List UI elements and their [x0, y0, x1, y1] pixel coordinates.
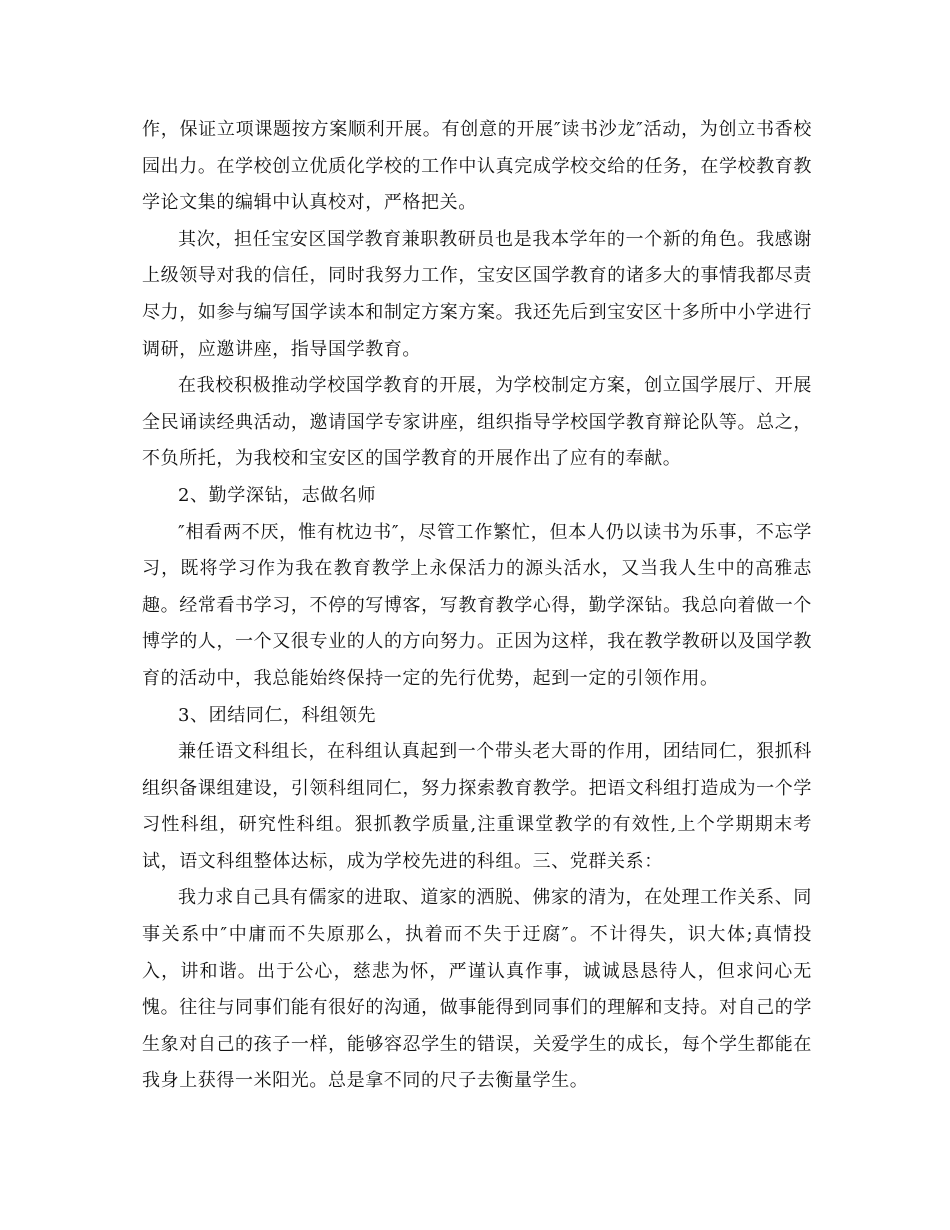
section-heading-2: 2、勤学深钻，志做名师 — [178, 484, 377, 506]
paragraph-2: 其次，担任宝安区国学教育兼职教研员也是我本学年的一个新的角色。我感谢上级领导对我的信任，同时我努力工作，宝安区国学教育的诸多大的事情我都尽责尽力，如参与编写国学读本和制定方案方案。我还先后到宝安区十多所中小学进行调研，应邀讲座，指导国学教育。 — [142, 228, 812, 360]
paragraph-1: 作，保证立项课题按方案顺利开展。有创意的开展″读书沙龙″活动，为创立书香校园出力。在学校创立优质化学校的工作中认真完成学校交给的任务，在学校教育教学论文集的编辑中认真校对，严格把关。 — [142, 119, 812, 214]
document-body — [142, 112, 812, 1100]
paragraph-3: 在我校积极推动学校国学教育的开展，为学校制定方案，创立国学展厅、开展全民诵读经典活动，邀请国学专家讲座，组织指导学校国学教育辩论队等。总之，不负所托，为我校和宝安区的国学教育的开展作出了应有的奉献。 — [142, 375, 812, 470]
section-heading-3: 3、团结同仁，科组领先 — [178, 704, 377, 726]
paragraph-5: 兼任语文科组长，在科组认真起到一个带头老大哥的作用，团结同仁，狠抓科组织备课组建设，引领科组同仁，努力探索教育教学。把语文科组打造成为一个学习性科组，研究性科组。狠抓教学质量,注重课堂教学的有效性,上个学期期末考试，语文科组整体达标，成为学校先进的科组。三、党群关系： — [142, 741, 812, 872]
paragraph-4: ″相看两不厌，惟有枕边书″，尽管工作繁忙，但本人仍以读书为乐事，不忘学习，既将学习作为我在教育教学上永保活力的源头活水，又当我人生中的高雅志趣。经常看书学习，不停的写博客，写教育教学心得，勤学深钻。我总向着做一个博学的人，一个又很专业的人的方向努力。正因为这样，我在教学教研以及国学教育的活动中，我总能始终保持一定的先行优势，起到一定的引领作用。 — [142, 521, 812, 689]
paragraph-6: 我力求自己具有儒家的进取、道家的洒脱、佛家的清为，在处理工作关系、同事关系中″中庸而不失原那么，执着而不失于迂腐″。不计得失，识大体;真情投入，讲和谐。出于公心，慈悲为怀，严谨认真作事，诚诚恳恳待人，但求问心无愧。往往与同事们能有很好的沟通，做事能得到同事们的理解和支持。对自己的学生象对自己的孩子一样，能够容忍学生的错误，关爱学生的成长，每个学生都能在我身上获得一米阳光。总是拿不同的尺子去衡量学生。 — [142, 887, 812, 1092]
